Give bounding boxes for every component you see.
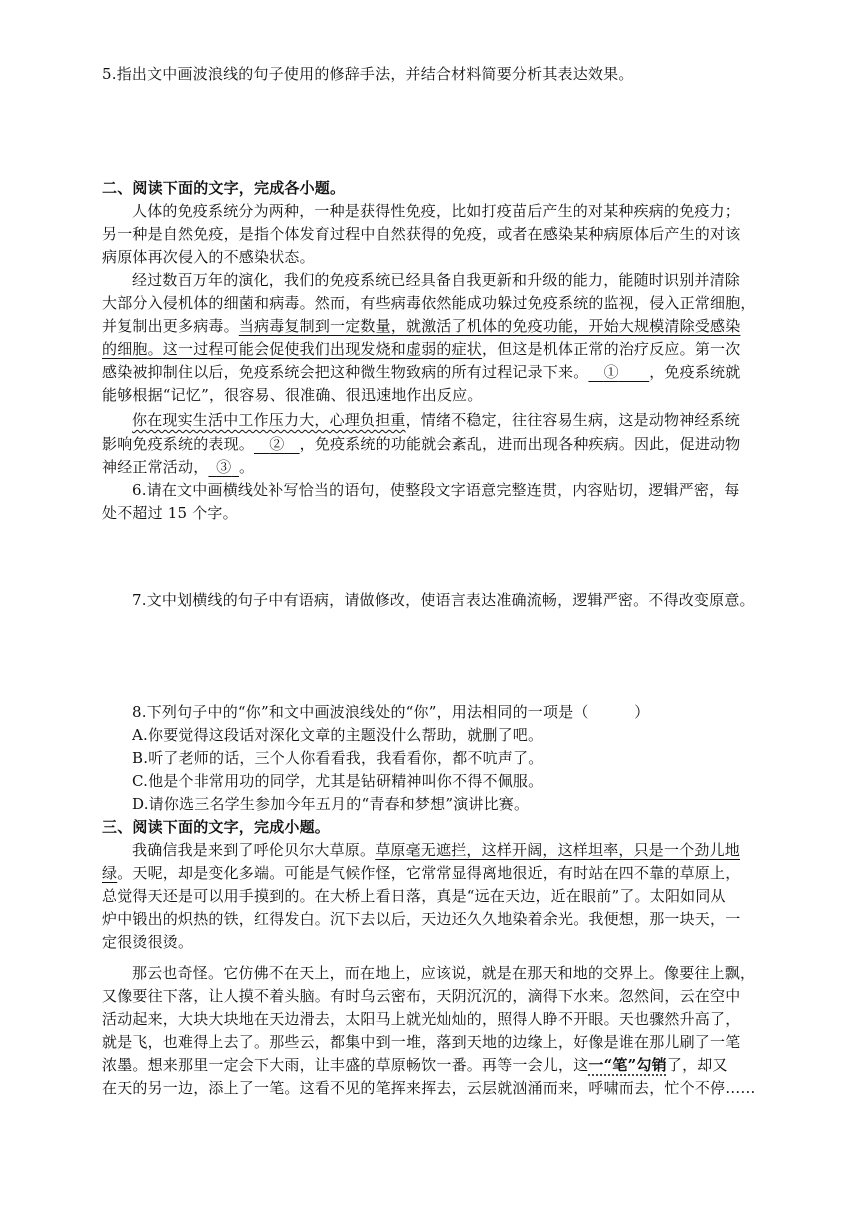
passage-line: 活动起来，大块大块地在天边滑去，太阳马上就光灿灿的，照得人睁不开眼。天也骤然升高了， (102, 1010, 741, 1028)
passage-line: 你在现实生活中工作压力大，心理负担重，情绪不稳定，往往容易生病，这是动物神经系统 (132, 411, 741, 429)
question-8 (102, 701, 798, 816)
passage-line: 病原体再次侵入的不感染状态。 (102, 248, 315, 266)
question-6-line: 处不超过 15 个字。 (102, 504, 238, 522)
passage-line: 人体的免疫系统分为两种，一种是获得性免疫，比如打疫苗后产生的对某种疾病的免疫力； (132, 202, 741, 220)
passage-line: 又像要往下落，让人摸不着头脑。有时乌云密布，天阴沉沉的，滴得下水来。忽然间，云在空中 (102, 987, 741, 1005)
underlined-sentence: 当病毒复制到一定数量，就激活了机体的免疫功能，开始大规模清除受感染 (238, 317, 741, 335)
option-b: B.听了老师的话，三个人你看看我，我看看你，都不吭声了。 (132, 749, 544, 767)
passage-line: 的细胞。这一过程可能会促使我们出现发烧和虚弱的症状，但这是机体正常的治疗反应。第一次 (102, 340, 741, 358)
passage-line: 浓墨。想来那里一定会下大雨，让丰盛的草原畅饮一番。再等一会儿，这一“笔”勾销了，却又 (102, 1056, 728, 1074)
question-7: 7.文中划横线的句子中有语病，请做修改，使语言表达准确流畅，逻辑严密。不得改变原意。 (132, 591, 755, 609)
blank-3: ③ (216, 458, 232, 476)
blank-2: ② (269, 435, 285, 453)
passage-line: 另一种是自然免疫，是指个体发育过程中自然获得的免疫，或者在感染某种病原体后产生的对该 (102, 225, 741, 243)
section-3 (102, 816, 798, 1100)
option-c: C.他是个非常用功的同学，尤其是钻研精神叫你不得不佩服。 (132, 772, 544, 790)
passage-line: 能够根据“记忆”，很容易、很准确、很迅速地作出反应。 (102, 386, 483, 404)
option-a: A.你要觉得这段话对深化文章的主题没什么帮助，就删了吧。 (132, 726, 544, 744)
passage-line: 那云也奇怪。它仿佛不在天上，而在地上，应该说，就是在那天和地的交界上。像要往上飘， (132, 964, 756, 982)
underlined-sentence: 草原毫无遮拦，这样开阔，这样坦率，只是一个劲儿地 (375, 841, 741, 859)
underlined-sentence: 的细胞。这一过程可能会促使我们出现发烧和虚弱的症状 (102, 340, 483, 358)
passage-line: 大部分入侵机体的细菌和病毒。然而，有些病毒依然能成功躲过免疫系统的监视，侵入正常细胞， (102, 294, 756, 312)
passage-line: 定很烫很烫。 (102, 933, 194, 951)
passage-line: 经过数百万年的演化，我们的免疫系统已经具备自我更新和升级的能力，能随时识别并清除 (132, 271, 741, 289)
question-8-stem: 8.下列句子中的“你”和文中画波浪线处的“你”，用法相同的一项是（ ） (132, 703, 650, 721)
wavy-underlined-sentence: 你在现实生活中工作压力大，心理负担重 (132, 411, 406, 429)
passage-line: 我确信我是来到了呼伦贝尔大草原。草原毫无遮拦，这样开阔，这样坦率，只是一个劲儿地 (132, 841, 741, 859)
passage-line: 炉中锻出的炽热的铁，红得发白。沉下去以后，天边还久久地染着余光。我便想，那一块天，一 (102, 910, 741, 928)
question-6-line: 6.请在文中画横线处补写恰当的语句，使整段文字语意完整连贯，内容贴切，逻辑严密，每 (132, 481, 740, 499)
blank-1: ① (603, 363, 619, 381)
passage-line: 神经正常活动， ③ 。 (102, 458, 255, 476)
dotted-phrase: 一“笔”勾销 (588, 1056, 667, 1074)
passage-line: 就是飞，也难得上去了。那些云，都集中到一堆，落到天地的边缘上，好像是谁在那儿刷了一笔 (102, 1033, 741, 1051)
underlined-sentence: 绿 (102, 864, 118, 882)
passage-line: 影响免疫系统的表现。 ② ，免疫系统的功能就会紊乱，进而出现各种疾病。因此，促进动物 (102, 435, 741, 453)
passage-line: 感染被抑制住以后，免疫系统会把这种微生物致病的所有过程记录下来。 ① ，免疫系统就 (102, 363, 741, 381)
passage-line: 总觉得天还是可以用手摸到的。在大桥上看日落，真是“远在天边，近在眼前”了。太阳如同从 (102, 887, 726, 905)
section-2 (102, 177, 798, 525)
option-d: D.请你选三名学生参加今年五月的“青春和梦想”演讲比赛。 (132, 795, 530, 813)
question-5: 5.指出文中画波浪线的句子使用的修辞手法，并结合材料简要分析其表达效果。 (102, 65, 634, 83)
section-3-heading: 三、阅读下面的文字，完成小题。 (102, 818, 331, 836)
passage-line: 在天的另一边，添上了一笔。这看不见的笔挥来挥去，云层就汹涌而来，呼啸而去，忙个不停…… (102, 1079, 756, 1097)
passage-line: 并复制出更多病毒。当病毒复制到一定数量，就激活了机体的免疫功能，开始大规模清除受感染 (102, 317, 741, 335)
passage-line: 绿。天呢，却是变化多端。可能是气候作怪，它常常显得离地很近，有时站在四不靠的草原上， (102, 864, 741, 882)
section-2-heading: 二、阅读下面的文字，完成各小题。 (102, 179, 346, 197)
